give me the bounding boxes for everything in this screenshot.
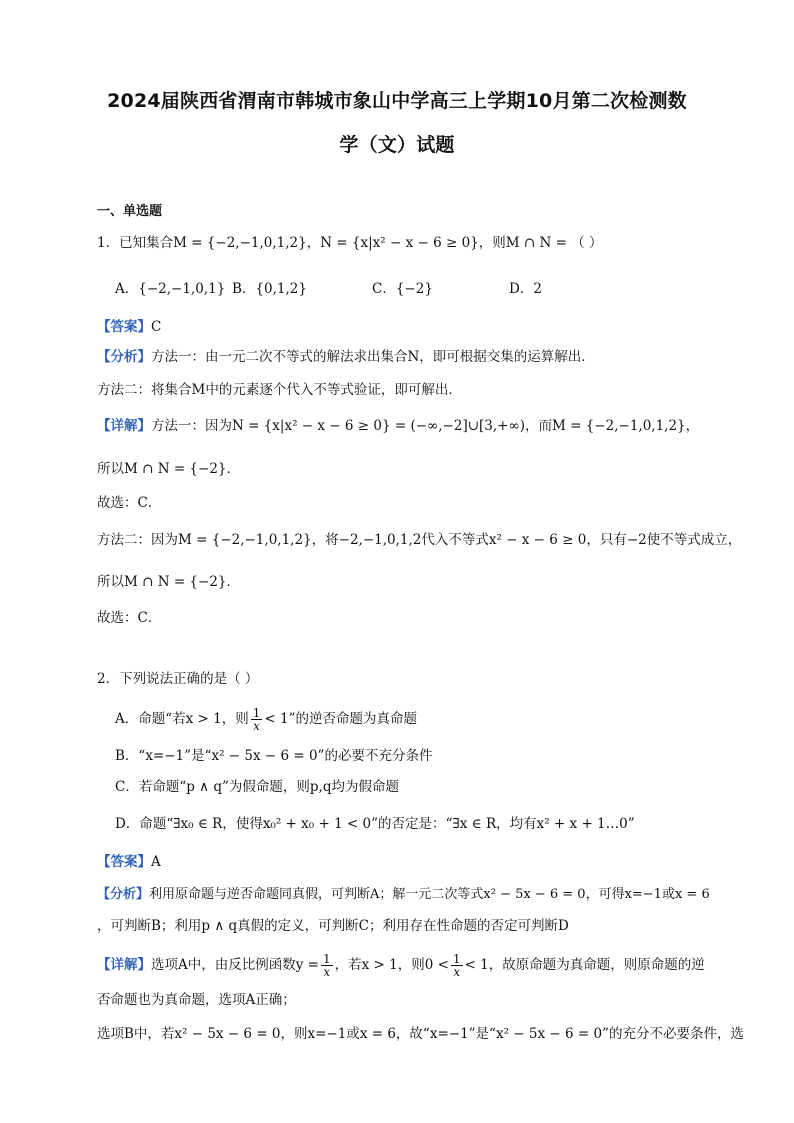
document-title-line-2: 学（文）试题 (339, 134, 455, 156)
fraction (451, 953, 463, 978)
analysis-text: 利用原命题与逆否命题同真假，可判断A；解一元二次等式x² − 5x − 6 = 0，可得x=−1或x = 6 (149, 887, 710, 902)
detail-text-pre: 选项A中，由反比例函数y = (151, 957, 319, 973)
q2-detail-1 (97, 953, 705, 978)
q1-analysis-1 (97, 347, 595, 367)
detail-text-mid: ，若x > 1，则0 < (334, 957, 449, 973)
detail-text: 方法一：因为N = {x|x² − x − 6 ≥ 0} = (−∞,−2]∪[3,+∞)，而M = {−2,−1,0,1,2}， (151, 418, 700, 434)
section-heading: 一、单选题 (97, 204, 163, 219)
q2-option-c: C．若命题“p ∧ q”为假命题，则p,q均为假命题 (115, 779, 399, 795)
detail-tag: 【详解】 (97, 957, 151, 973)
detail-text-post: < 1，故原命题为真命题，则原命题的逆 (464, 957, 705, 973)
q2-option-a (115, 707, 417, 732)
q1-option-d: D．2 (509, 281, 542, 297)
fraction-denominator: x (253, 719, 260, 733)
fraction-numerator: 1 (252, 706, 261, 720)
answer-tag: 【答案】 (97, 319, 151, 335)
q2-analysis-2: ，可判断B；利用p ∧ q真假的定义，可判断C；利用存在性命题的否定可判断D (97, 918, 569, 934)
document-title-line-1: 2024届陕西省渭南市韩城市象山中学高三上学期10月第二次检测数 (107, 90, 687, 112)
fraction-numerator: 1 (452, 952, 461, 966)
q1-option-a: A．{−2,−1,0,1} (115, 281, 226, 297)
fraction-denominator: x (453, 965, 461, 979)
q1-detail-4: 方法二：因为M = {−2,−1,0,1,2}，将−2,−1,0,1,2代入不等式x² − x − 6 ≥ 0，只有−2使不等式成立， (97, 532, 742, 548)
analysis-text: 方法一：由一元二次不等式的解法求出集合N，即可根据交集的运算解出． (151, 349, 595, 365)
q1-detail-5: 所以M ∩ N = {−2}． (97, 574, 241, 590)
answer-value: A (151, 854, 161, 870)
q2-answer (97, 852, 161, 872)
answer-tag: 【答案】 (97, 854, 151, 870)
detail-tag: 【详解】 (97, 418, 151, 434)
answer-value: C (151, 319, 162, 335)
q2-detail-2: 否命题也为真命题，选项A正确； (97, 992, 296, 1008)
q1-detail-2: 所以M ∩ N = {−2}． (97, 461, 241, 477)
q1-analysis-2: 方法二：将集合M中的元素逐个代入不等式验证，即可解出． (97, 382, 462, 398)
q1-detail-1 (97, 416, 699, 436)
q1-option-b: B．{0,1,2} (232, 281, 307, 297)
q2-option-b: B．“x=−1”是“x² − 5x − 6 = 0”的必要不充分条件 (115, 748, 433, 764)
fraction-numerator: 1 (322, 952, 331, 966)
q1-option-c: C．{−2} (372, 281, 433, 297)
fraction-denominator: x (323, 965, 331, 979)
q2-analysis-1 (97, 885, 710, 905)
fraction (251, 707, 263, 732)
analysis-tag: 【分析】 (97, 887, 150, 902)
fraction (321, 953, 333, 978)
q1-detail-6: 故选：C． (97, 610, 162, 626)
q2-option-a-post: < 1”的逆否命题为真命题 (264, 711, 417, 727)
q2-option-d: D．命题“∃x₀ ∈ R，使得x₀² + x₀ + 1 < 0”的否定是：“∃x ∈ R，均有x² + x + 1…0” (115, 816, 635, 832)
q2-option-a-pre: A．命题“若x > 1，则 (115, 711, 249, 727)
analysis-tag: 【分析】 (97, 349, 151, 365)
q2-detail-3: 选项B中，若x² − 5x − 6 = 0，则x=−1或x = 6，故“x=−1”是“x² − 5x − 6 = 0”的充分不必要条件，选 (97, 1026, 744, 1042)
q1-stem: 1．已知集合M = {−2,−1,0,1,2}，N = {x|x² − x − 6 ≥ 0}，则M ∩ N = （ ） (97, 235, 603, 251)
q1-detail-3: 故选：C． (97, 495, 162, 511)
q2-stem: 2．下列说法正确的是（ ） (97, 671, 259, 687)
q1-answer (97, 317, 161, 337)
